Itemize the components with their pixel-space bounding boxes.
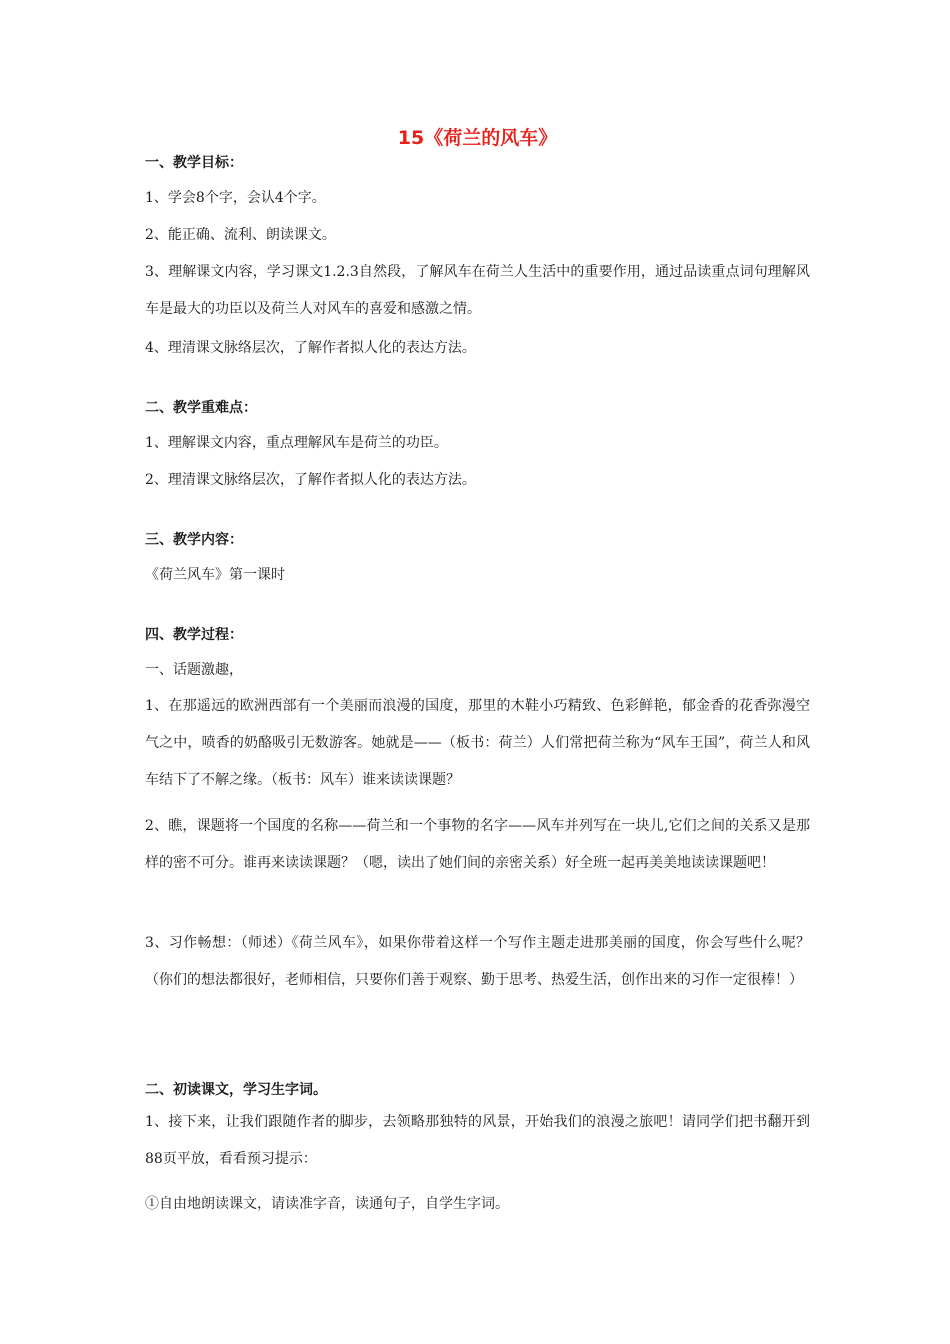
section-heading-key-points: 二、教学重难点：	[145, 400, 257, 416]
section-heading-process: 四、教学过程：	[145, 627, 243, 643]
objective-item-4: 4、理清课文脉络层次，了解作者拟人化的表达方法。	[145, 340, 476, 356]
objective-item-3: 3、理解课文内容，学习课文1.2.3自然段，了解风车在荷兰人生活中的重要作用，通过品读重点词句理解风车是最大的功臣以及荷兰人对风车的喜爱和感激之情。	[145, 264, 810, 317]
process-item-3: 3、习作畅想：（师述）《荷兰风车》，如果你带着这样一个写作主题走进那美丽的国度，你会写些什么呢？（你们的想法都很好，老师相信，只要你们善于观察、勤于思考、热爱生活，创作出来的习作一定很棒！）	[145, 935, 810, 988]
section-heading-first-reading: 二、初读课文，学习生字词。	[145, 1082, 327, 1098]
objective-item-1: 1、学会8个字，会认4个字。	[145, 190, 326, 206]
key-point-item-1: 1、理解课文内容，重点理解风车是荷兰的功臣。	[145, 435, 448, 451]
content-item-1: 《荷兰风车》第一课时	[145, 567, 285, 583]
document-title: 15《荷兰的风车》	[397, 127, 558, 149]
objective-item-2: 2、能正确、流利、朗读课文。	[145, 227, 336, 243]
process-subheading: 一、话题激趣，	[145, 662, 243, 678]
section-heading-objectives: 一、教学目标：	[145, 155, 243, 171]
key-point-item-2: 2、理清课文脉络层次，了解作者拟人化的表达方法。	[145, 472, 476, 488]
section-heading-content: 三、教学内容：	[145, 532, 243, 548]
first-reading-item-2: ①自由地朗读课文，请读准字音，读通句子，自学生字词。	[145, 1196, 509, 1212]
process-item-2: 2、瞧，课题将一个国度的名称——荷兰和一个事物的名字——风车并列写在一块儿,它们之间的关系又是那样的密不可分。谁再来读读课题？（嗯，读出了她们间的亲密关系）好全班一起再美美地读读课题吧！	[145, 818, 810, 871]
process-item-1: 1、在那遥远的欧洲西部有一个美丽而浪漫的国度，那里的木鞋小巧精致、色彩鲜艳，郁金香的花香弥漫空气之中，喷香的奶酪吸引无数游客。她就是——（板书：荷兰）人们常把荷兰称为“风车王国”，荷兰人和风车结下了不解之缘。（板书：风车）谁来读读课题？	[145, 698, 810, 788]
first-reading-item-1: 1、接下来，让我们跟随作者的脚步，去领略那独特的风景，开始我们的浪漫之旅吧！请同学们把书翻开到88页平放，看看预习提示：	[145, 1114, 810, 1167]
